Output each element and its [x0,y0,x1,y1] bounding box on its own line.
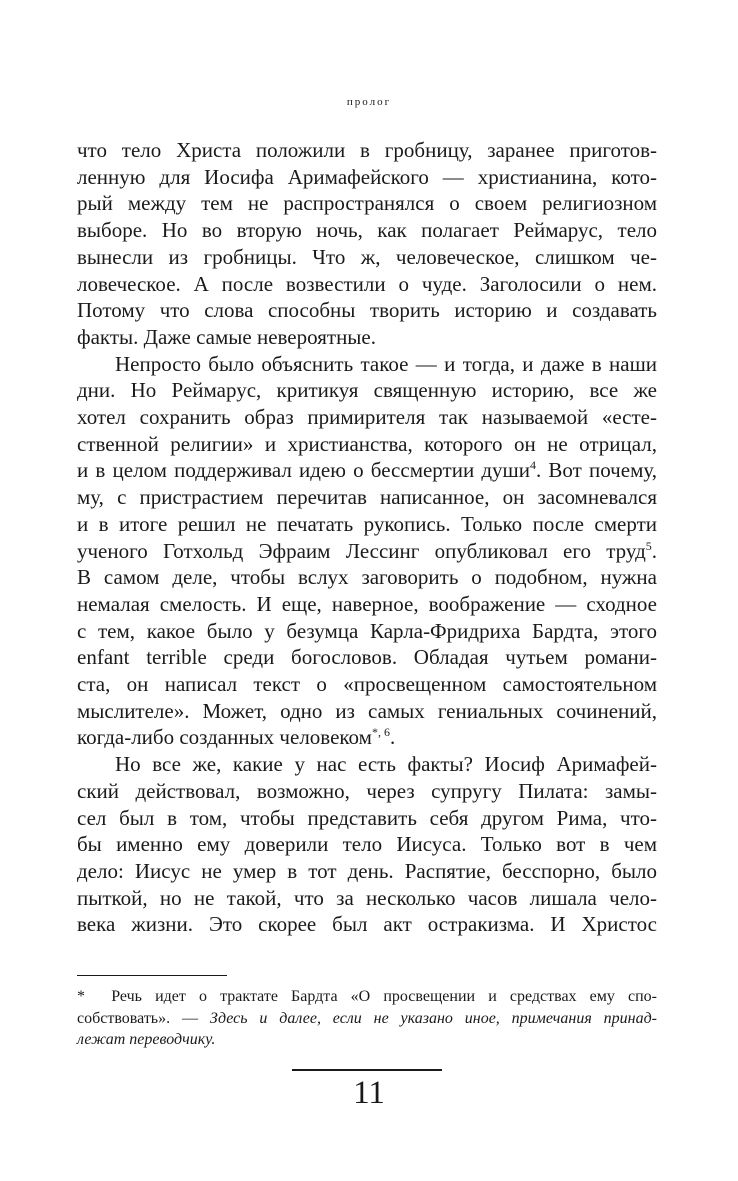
footnote-line [77,1008,657,1030]
footnote-marker: * [77,988,85,1005]
text-line: ский действовал, возможно, через супругу Пилата: замы- [77,778,657,803]
main-text [77,137,657,938]
text-fragment: когда-либо созданных человеком [77,725,372,750]
text-fragment: . [651,538,657,563]
text-line: и в итоге решил не печатать рукопись. Только после смерти [77,511,657,536]
text-line: вынесли из гробницы. Что ж, человеческое, слишком че- [77,244,657,269]
footnote-ref[interactable]: 4 [529,458,536,473]
text-line: бы именно ему доверили тело Иисуса. Только вот в чем [77,832,657,857]
text-line: с тем, какое было у безумца Карла-Фридриха Бардта, этого [77,618,657,643]
text-line: ста, он написал текст о «просвещенном самостоятельном [77,672,657,697]
footnote-italic-text: Здесь и далее, если не указано иное, примечания принад- [209,1009,658,1027]
text-line: рый между тем не распространялся о своем религиозном [77,191,657,216]
page-number-rule [292,1069,442,1071]
running-header: пролог [346,96,392,108]
text-line-with-footnote [77,724,657,751]
text-line-with-footnote [77,538,657,565]
footnote-divider [77,975,227,976]
footnote [77,986,657,1051]
page-number: 11 [353,1075,385,1111]
text-fragment: . Вот почему, [535,458,658,483]
text-fragment: и в целом поддерживал идею о бессмертии души [77,458,530,483]
text-line: мыслителе». Может, одно из самых гениальных сочинений, [77,698,657,723]
footnote-line [77,1029,657,1051]
text-line: хотел сохранить образ примирителя так называемой «есте- [77,405,657,430]
footnote-text: собствовать». — [77,1009,198,1027]
text-line: дело: Иисус не умер в тот день. Распятие, бесспорно, было [77,858,657,883]
text-line: ственной религии» и христианства, которого он не отрицал, [77,431,657,456]
text-line-with-footnote [77,457,657,484]
text-line: Непросто было объяснить такое — и тогда, и даже в наши [115,351,657,376]
footnote-text: Речь идет о трактате Бардта «О просвещении и средствах ему спо- [111,988,657,1005]
text-line: ловеческое. А после возвестили о чуде. Заголосили о нем. [77,271,657,296]
text-line: Потому что слова способны творить историю и создавать [77,298,657,323]
text-line: му, с пристрастием перечитав написанное, он засомневался [77,485,657,510]
text-line: выборе. Но во вторую ночь, как полагает Реймарус, тело [77,218,657,243]
footnote-ref[interactable]: 5 [645,538,652,553]
footnote-italic-text: лежат переводчику. [77,1031,216,1048]
footnote-line [77,986,657,1008]
text-line: Но все же, какие у нас есть факты? Иосиф Аримафей- [115,752,657,777]
text-line: факты. Даже самые невероятные. [77,324,376,349]
text-fragment: . [389,725,396,750]
text-line: немалая смелость. И еще, наверное, воображение — сходное [77,591,657,616]
text-line: enfant terrible среди богословов. Обладая чутьем романи- [77,645,657,670]
text-line: сел был в том, чтобы представить себя другом Рима, что- [77,805,657,830]
text-fragment: ученого Готхольд Эфраим Лессинг опубликовал его труд [77,538,646,563]
text-line: века жизни. Это скорее был акт остракизма. И Христос [77,912,657,937]
text-line: ленную для Иосифа Аримафейского — христианина, кото- [77,164,657,189]
text-line: В самом деле, чтобы вслух заговорить о подобном, нужна [77,565,657,590]
text-line: пыткой, но не такой, что за несколько часов лишала чело- [77,885,657,910]
footnote-ref[interactable]: *, 6 [371,725,390,740]
text-line: дни. Но Реймарус, критикуя священную историю, все же [77,378,657,403]
text-line: что тело Христа положили в гробницу, заранее приготов- [77,138,657,162]
